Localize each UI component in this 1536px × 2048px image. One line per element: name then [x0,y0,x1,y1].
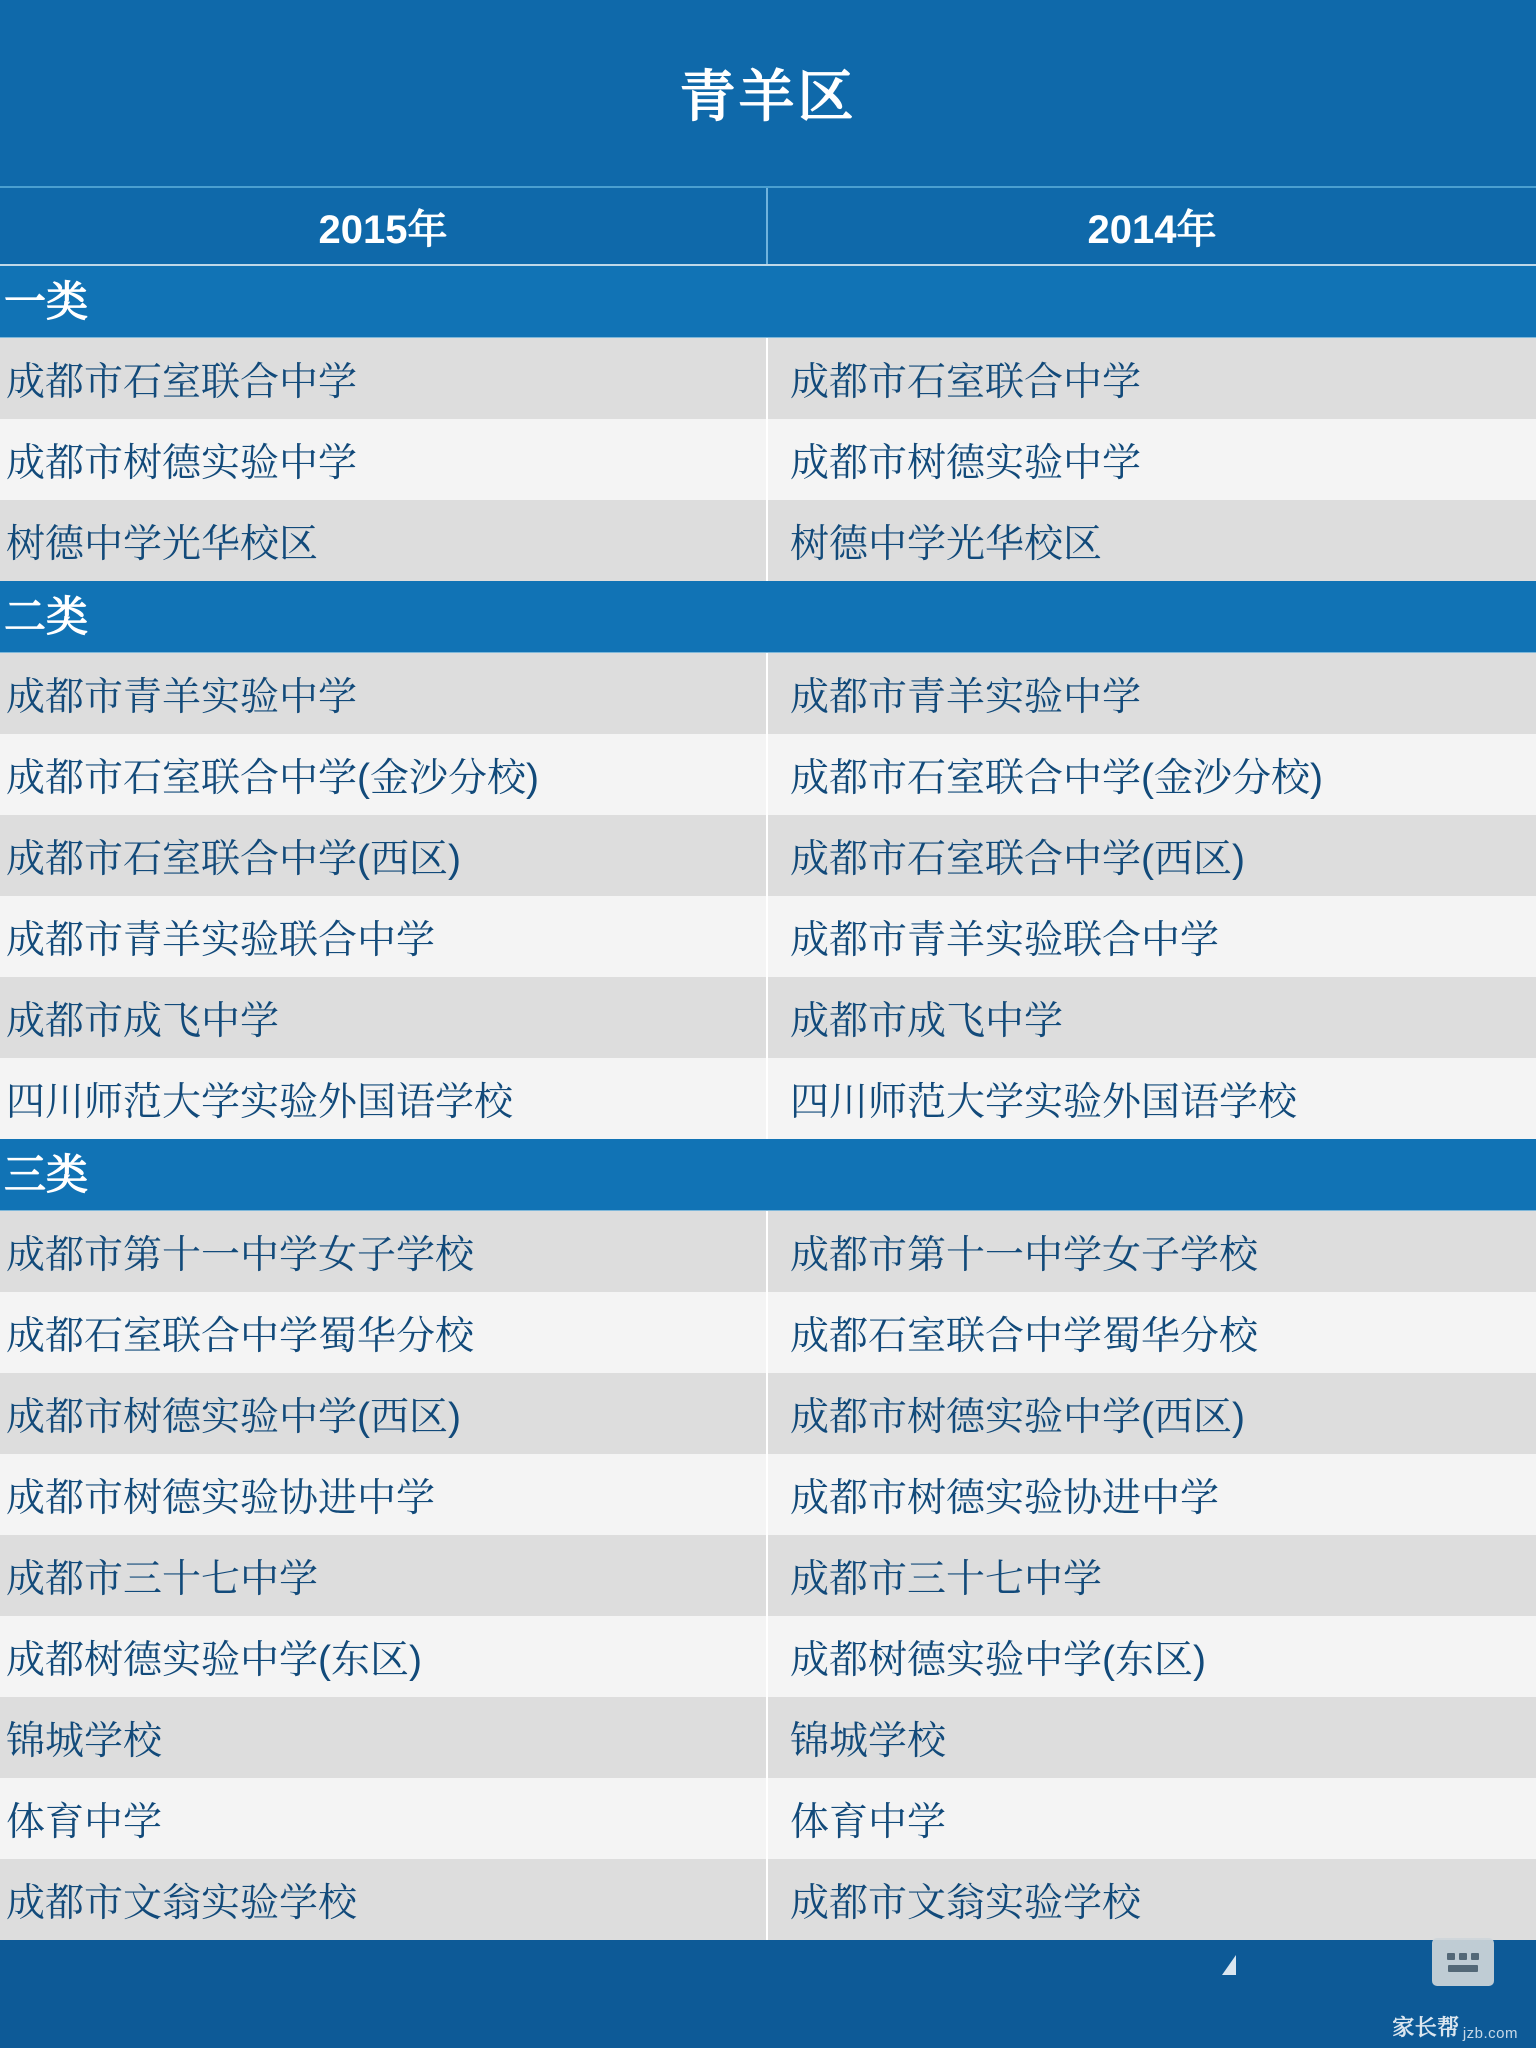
table-row [0,500,1536,581]
table-row [0,1373,1536,1454]
table-row [0,419,1536,500]
cell-2015: 体育中学 [0,1778,768,1859]
cell-2014: 成都市石室联合中学(金沙分校) [790,756,1323,800]
table-title-bar [0,0,1536,188]
table-row [0,815,1536,896]
table-row [0,1058,1536,1139]
column-header-2014: 2014年 [1087,207,1217,252]
table-row [0,1697,1536,1778]
table-row [0,1454,1536,1535]
cell-2014: 成都市文翁实验学校 [790,1881,1142,1925]
category-label: 三类 [4,1150,89,1198]
cell-2014: 成都市青羊实验中学 [790,675,1142,719]
category-label: 二类 [4,592,89,640]
cell-2015: 成都市文翁实验学校 [0,1859,768,1940]
table-row [0,653,1536,734]
column-header-row [0,188,1536,266]
cell-2014: 体育中学 [790,1800,947,1844]
keyboard-key [1459,1953,1467,1960]
watermark [1392,2011,1518,2042]
cell-2014: 成都石室联合中学蜀华分校 [790,1314,1259,1358]
cursor-pointer [1222,1955,1236,1975]
table-row [0,338,1536,419]
column-header-2015: 2015年 [0,188,768,264]
watermark-sub: jzb.com [1462,2025,1518,2042]
page-title: 青羊区 [679,65,857,128]
cell-2015: 成都市树德实验中学(西区) [0,1373,768,1454]
cell-2015: 树德中学光华校区 [0,500,768,581]
cell-2014: 成都市青羊实验联合中学 [790,918,1220,962]
keyboard-key [1447,1953,1455,1960]
table-row [0,734,1536,815]
cell-2014: 成都市第十一中学女子学校 [790,1233,1259,1277]
table-row [0,1859,1536,1940]
cell-2014: 锦城学校 [790,1719,947,1763]
cell-2014: 成都市树德实验中学(西区) [790,1395,1245,1439]
table-row [0,1616,1536,1697]
keyboard-icon-row [1447,1953,1479,1960]
table-row [0,1535,1536,1616]
cell-2015: 成都市青羊实验联合中学 [0,896,768,977]
cell-2015: 锦城学校 [0,1697,768,1778]
cell-2015: 成都市石室联合中学 [0,338,768,419]
cell-2014: 成都树德实验中学(东区) [790,1638,1206,1682]
category-label: 一类 [4,277,89,325]
cell-2015: 成都市第十一中学女子学校 [0,1211,768,1292]
keyboard-icon[interactable] [1432,1938,1494,1986]
category-header-row [0,266,1536,338]
table-row [0,977,1536,1058]
cell-2014: 四川师范大学实验外国语学校 [790,1080,1298,1124]
category-header-row [0,581,1536,653]
cell-2014: 树德中学光华校区 [790,522,1103,566]
cell-2015: 成都市三十七中学 [0,1535,768,1616]
cell-2015: 成都市成飞中学 [0,977,768,1058]
keyboard-spacebar [1448,1965,1478,1972]
cell-2015: 成都市石室联合中学(金沙分校) [0,734,768,815]
cell-2015: 成都市青羊实验中学 [0,653,768,734]
table-row [0,1292,1536,1373]
cell-2015: 成都市树德实验中学 [0,419,768,500]
cell-2015: 成都市树德实验协进中学 [0,1454,768,1535]
cell-2014: 成都市三十七中学 [790,1557,1103,1601]
keyboard-key [1471,1953,1479,1960]
cell-2015: 成都石室联合中学蜀华分校 [0,1292,768,1373]
cell-2014: 成都市树德实验协进中学 [790,1476,1220,1520]
bottom-strip [0,1992,1536,2048]
watermark-main: 家长帮 [1392,2015,1460,2040]
cell-2015: 成都市石室联合中学(西区) [0,815,768,896]
table-row [0,1211,1536,1292]
cell-2014: 成都市石室联合中学(西区) [790,837,1245,881]
table-row [0,1778,1536,1859]
cell-2014: 成都市树德实验中学 [790,441,1142,485]
cell-2014: 成都市成飞中学 [790,999,1064,1043]
cell-2015: 成都树德实验中学(东区) [0,1616,768,1697]
table-row [0,896,1536,977]
cell-2015: 四川师范大学实验外国语学校 [0,1058,768,1139]
cell-2014: 成都市石室联合中学 [790,360,1142,404]
keyboard-icon-row [1448,1965,1478,1972]
category-header-row [0,1139,1536,1211]
